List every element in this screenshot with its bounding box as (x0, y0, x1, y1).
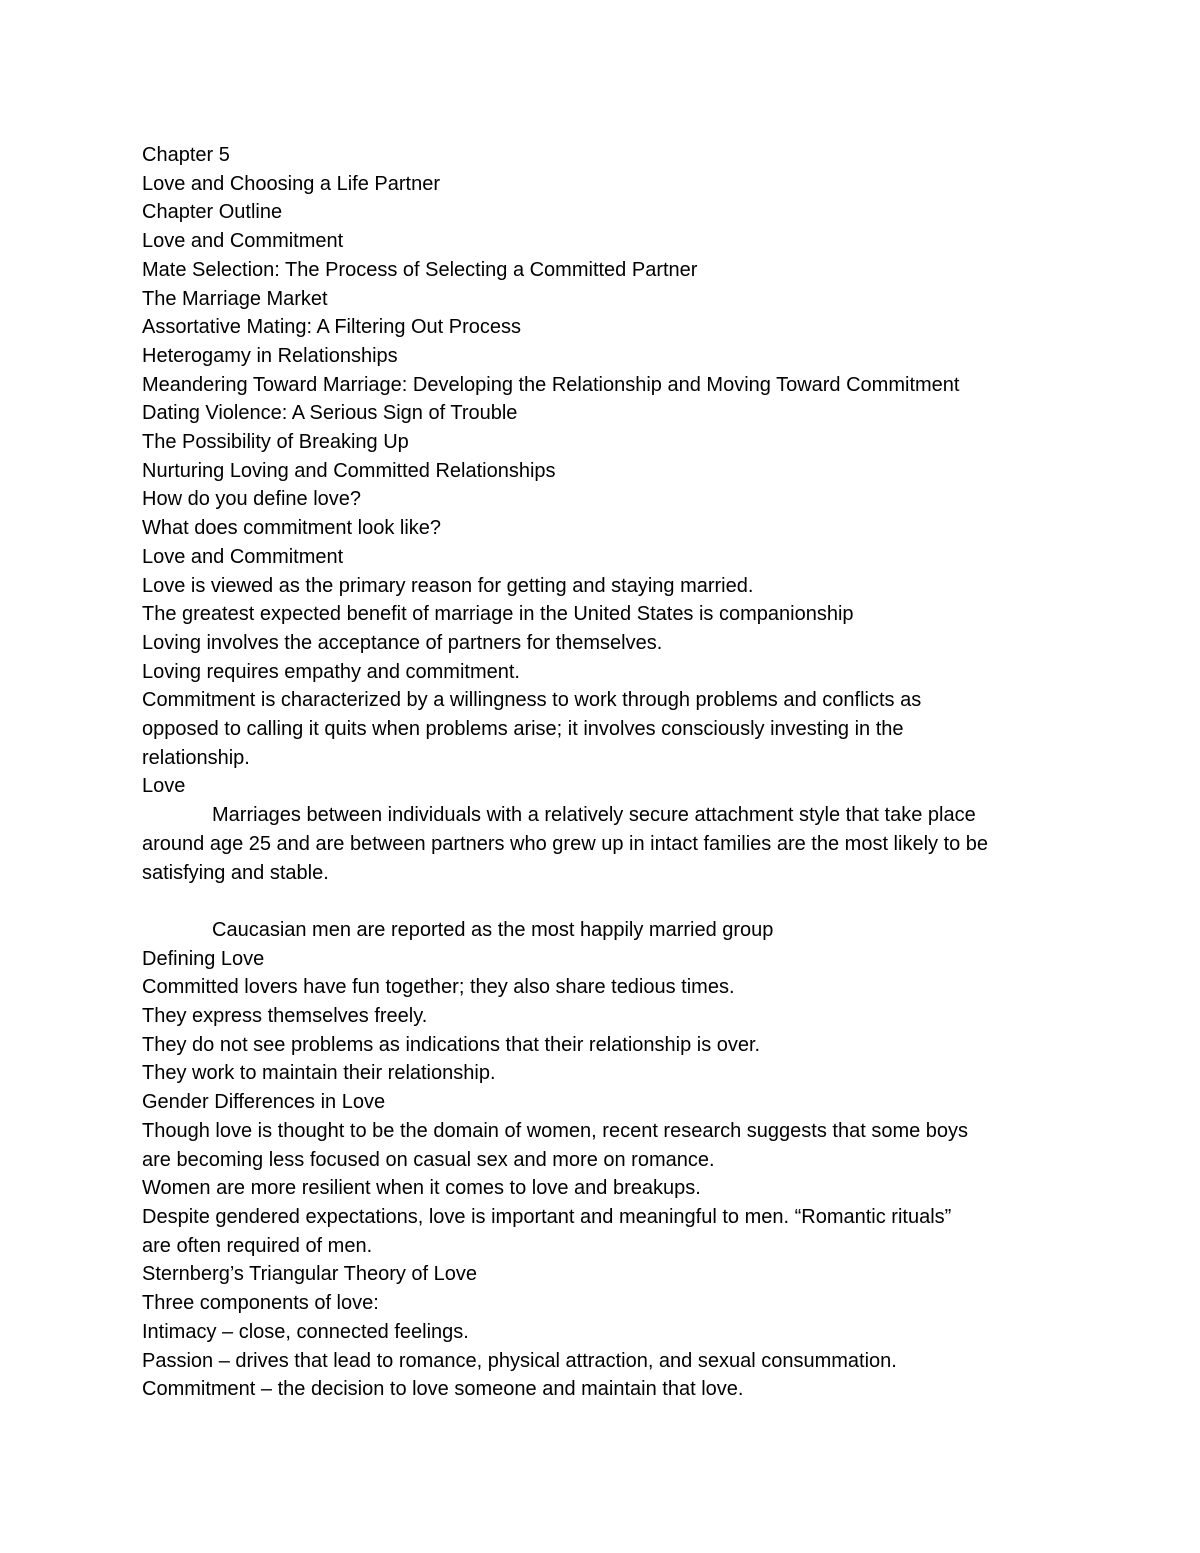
section-heading: Love (142, 775, 186, 798)
section-heading: Sternberg’s Triangular Theory of Love (142, 1263, 478, 1286)
text-line: Passion – drives that lead to romance, physical attraction, and sexual consummation. (142, 1349, 897, 1372)
outline-item: Heterogamy in Relationships (142, 344, 398, 367)
commitment-paragraph-line: Commitment is characterized by a willingness to work through problems and conflicts as (142, 689, 922, 712)
section-heading: Defining Love (142, 947, 265, 970)
question-line: What does commitment look like? (142, 517, 442, 540)
text-line: Loving involves the acceptance of partners for themselves. (142, 631, 663, 654)
outline-item: Meandering Toward Marriage: Developing the Relationship and Moving Toward Commitment (142, 373, 960, 396)
despite-paragraph-line: are often required of men. (142, 1234, 373, 1257)
text-line: Three components of love: (142, 1292, 379, 1315)
chapter-title: Love and Choosing a Life Partner (142, 172, 440, 195)
though-paragraph-line: are becoming less focused on casual sex and more on romance. (142, 1148, 715, 1171)
outline-item: The Possibility of Breaking Up (142, 431, 409, 454)
outline-item: The Marriage Market (142, 287, 328, 310)
despite-paragraph-line: Despite gendered expectations, love is important and meaningful to men. “Romantic rituals” (142, 1206, 952, 1228)
section-heading: Gender Differences in Love (142, 1091, 386, 1114)
question-line: How do you define love? (142, 488, 362, 511)
outline-item: Assortative Mating: A Filtering Out Process (142, 316, 522, 339)
outline-item: Dating Violence: A Serious Sign of Trouble (142, 402, 518, 425)
marriages-paragraph-line: around age 25 and are between partners who grew up in intact families are the most likely to be (142, 832, 989, 855)
caucasian-line: Caucasian men are reported as the most happily married group (212, 918, 774, 941)
outline-item: Love and Commitment (142, 230, 344, 253)
commitment-paragraph-line: opposed to calling it quits when problems arise; it involves consciously investing in the (142, 718, 904, 741)
outline-item: Nurturing Loving and Committed Relationships (142, 459, 556, 482)
text-line: The greatest expected benefit of marriage in the United States is companionship (142, 603, 854, 626)
outline-heading: Chapter Outline (142, 201, 283, 224)
marriages-paragraph-line: satisfying and stable. (142, 861, 329, 884)
blank-line (142, 887, 1082, 916)
marriages-paragraph-line: Marriages between individuals with a relatively secure attachment style that take place (212, 804, 976, 827)
text-line: Committed lovers have fun together; they also share tedious times. (142, 976, 735, 999)
text-line: Love is viewed as the primary reason for getting and staying married. (142, 574, 754, 597)
text-line: They do not see problems as indications that their relationship is over. (142, 1033, 761, 1056)
section-heading: Love and Commitment (142, 545, 344, 568)
chapter-number: Chapter 5 (142, 144, 230, 166)
though-paragraph-line: Though love is thought to be the domain of women, recent research suggests that some boys (142, 1119, 969, 1142)
text-line: Loving requires empathy and commitment. (142, 660, 520, 683)
text-line: They express themselves freely. (142, 1005, 428, 1028)
document-page (142, 141, 1082, 1404)
commitment-paragraph-line: relationship. (142, 746, 250, 769)
text-line: They work to maintain their relationship. (142, 1062, 496, 1085)
text-line: Intimacy – close, connected feelings. (142, 1320, 469, 1343)
outline-item: Mate Selection: The Process of Selecting a Committed Partner (142, 258, 698, 281)
text-line: Women are more resilient when it comes to love and breakups. (142, 1177, 701, 1200)
text-line: Commitment – the decision to love someone and maintain that love. (142, 1378, 744, 1401)
